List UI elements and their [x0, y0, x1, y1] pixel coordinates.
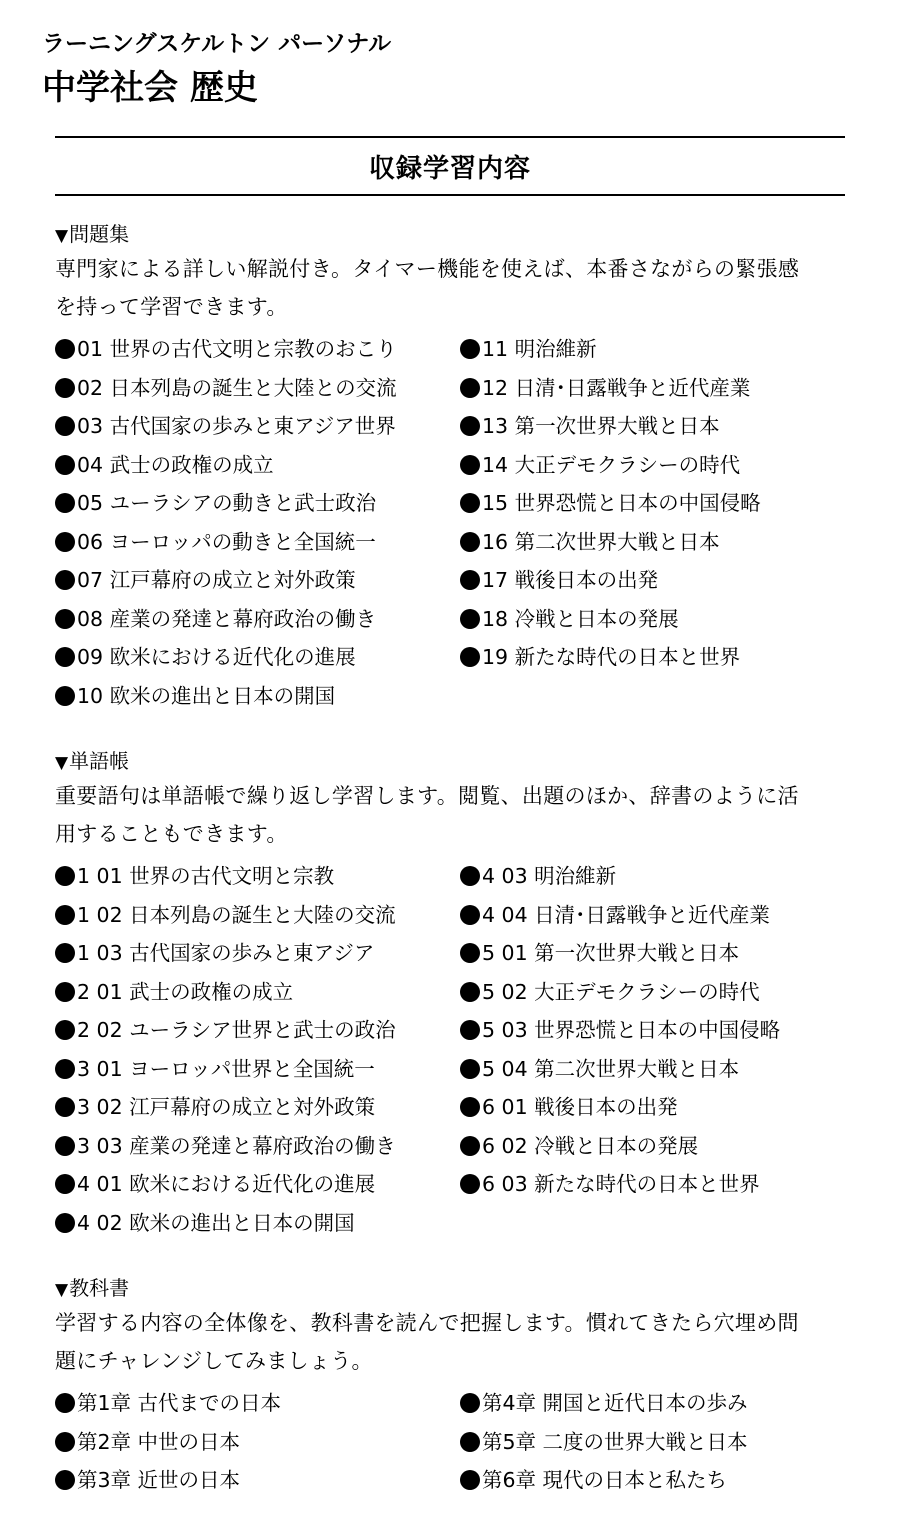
- bullet-icon: [55, 532, 75, 552]
- list-item-label: 5 04 第二次世界大戦と日本: [482, 1056, 740, 1081]
- list-item: [460, 446, 845, 485]
- series-name: ラーニングスケルトン パーソナル: [42, 31, 392, 57]
- bullet-icon: [55, 570, 75, 590]
- list-item: [55, 1461, 460, 1500]
- list-item-label: 4 01 欧米における近代化の進展: [77, 1172, 376, 1196]
- bullet-icon: [55, 378, 75, 398]
- list-item: [460, 1127, 845, 1166]
- bullet-icon: [55, 1059, 75, 1079]
- header: [42, 28, 391, 110]
- list-item-label: 19 新たな時代の日本と世界: [482, 645, 741, 669]
- triangle-down-icon: ▼: [55, 226, 69, 246]
- item-list: [55, 857, 845, 1242]
- list-item-label: 01 世界の古代文明と宗教のおこり: [77, 337, 397, 361]
- list-item-label: 17 戦後日本の出発: [482, 568, 659, 592]
- bullet-icon: [55, 1470, 75, 1490]
- section-heading-label: 単語帳: [69, 749, 130, 773]
- list-item-label: 13 第一次世界大戦と日本: [482, 414, 720, 438]
- list-item: [55, 1088, 460, 1127]
- bullet-icon: [460, 1174, 480, 1194]
- list-item: [460, 973, 845, 1012]
- book-title: 中学社会 歴史: [42, 68, 258, 108]
- contents-banner: [55, 136, 845, 196]
- list-item-label: 05 ユーラシアの動きと武士政治: [77, 491, 377, 515]
- triangle-down-icon: ▼: [55, 1280, 69, 1300]
- list-item-label: 1 01 世界の古代文明と宗教: [77, 864, 335, 888]
- bullet-icon: [55, 905, 75, 925]
- list-item: [55, 407, 460, 446]
- list-item: [55, 600, 460, 639]
- bullet-icon: [460, 943, 480, 963]
- list-item: [55, 1011, 460, 1050]
- bullet-icon: [460, 982, 480, 1002]
- list-item: [460, 369, 845, 408]
- list-item-label: 4 02 欧米の進出と日本の開国: [77, 1210, 355, 1235]
- section-vocabulary-book: [55, 745, 845, 1242]
- list-item: [55, 523, 460, 562]
- list-item-label: 07 江戸幕府の成立と対外政策: [77, 568, 356, 592]
- list-item: [55, 896, 460, 935]
- bullet-icon: [460, 570, 480, 590]
- list-item: [460, 1384, 845, 1423]
- list-item-label: 02 日本列島の誕生と大陸との交流: [77, 375, 397, 400]
- bullet-icon: [460, 378, 480, 398]
- bullet-icon: [55, 686, 75, 706]
- list-item-label: 6 03 新たな時代の日本と世界: [482, 1172, 760, 1196]
- section-heading: [55, 745, 845, 777]
- list-item: [460, 638, 845, 677]
- list-item: [55, 1050, 460, 1089]
- list-item-label: 06 ヨーロッパの動きと全国統一: [77, 529, 376, 554]
- bullet-icon: [460, 905, 480, 925]
- list-item-label: 5 01 第一次世界大戦と日本: [482, 941, 740, 965]
- list-item: [55, 934, 460, 973]
- bullet-icon: [460, 1059, 480, 1079]
- bullet-icon: [460, 609, 480, 629]
- bullet-icon: [55, 455, 75, 475]
- bullet-icon: [55, 609, 75, 629]
- list-item: [460, 330, 845, 369]
- item-list: [55, 1384, 845, 1500]
- list-item: [460, 523, 845, 562]
- list-item: [55, 1204, 460, 1243]
- list-item-label: 6 02 冷戦と日本の発展: [482, 1133, 699, 1158]
- section-heading: [55, 218, 845, 250]
- list-item: [460, 1423, 845, 1462]
- bullet-icon: [55, 493, 75, 513]
- section-textbook: [55, 1272, 845, 1500]
- list-item-label: 3 03 産業の発達と幕府政治の働き: [77, 1133, 396, 1158]
- section-description-line: を持って学習できます。: [55, 295, 288, 319]
- list-item: [55, 1384, 460, 1423]
- list-item: [460, 1050, 845, 1089]
- section-description-line: 学習する内容の全体像を、教科書を読んで把握します。慣れてきたら穴埋め問: [55, 1311, 799, 1335]
- list-item-label: 第1章 古代までの日本: [77, 1391, 282, 1415]
- section-description-line: 重要語句は単語帳で繰り返し学習します。閲覧、出題のほか、辞書のように活: [55, 784, 799, 808]
- list-item: [460, 407, 845, 446]
- list-item-label: 第4章 開国と近代日本の歩み: [482, 1391, 748, 1415]
- triangle-down-icon: ▼: [55, 753, 69, 773]
- bullet-icon: [460, 1393, 480, 1413]
- list-item-label: 14 大正デモクラシーの時代: [482, 452, 741, 477]
- list-item: [460, 1011, 845, 1050]
- list-item-label: 04 武士の政権の成立: [77, 452, 274, 477]
- bullet-icon: [460, 493, 480, 513]
- list-item-label: 09 欧米における近代化の進展: [77, 645, 356, 669]
- contents-list: [55, 218, 845, 1530]
- list-item-label: 03 古代国家の歩みと東アジア世界: [77, 414, 396, 438]
- bullet-icon: [55, 1097, 75, 1117]
- item-list: [55, 330, 845, 715]
- list-item: [460, 857, 845, 896]
- bullet-icon: [460, 455, 480, 475]
- list-item: [55, 677, 460, 716]
- list-item: [55, 638, 460, 677]
- list-item-label: 3 02 江戸幕府の成立と対外政策: [77, 1095, 376, 1119]
- section-description-line: 題にチャレンジしてみましょう。: [55, 1349, 373, 1373]
- bullet-icon: [460, 1020, 480, 1040]
- list-item-label: 5 03 世界恐慌と日本の中国侵略: [482, 1018, 781, 1042]
- bullet-icon: [460, 532, 480, 552]
- list-item: [460, 484, 845, 523]
- list-item: [55, 857, 460, 896]
- list-item: [55, 1423, 460, 1462]
- bullet-icon: [55, 1213, 75, 1233]
- bullet-icon: [460, 1136, 480, 1156]
- list-item-label: 2 01 武士の政権の成立: [77, 979, 294, 1004]
- list-item-label: 第3章 近世の日本: [77, 1468, 241, 1492]
- bullet-icon: [55, 1174, 75, 1194]
- list-item-label: 3 01 ヨーロッパ世界と全国統一: [77, 1056, 375, 1081]
- list-item: [55, 973, 460, 1012]
- list-item-label: 4 03 明治維新: [482, 864, 617, 888]
- bullet-icon: [55, 1136, 75, 1156]
- bullet-icon: [55, 647, 75, 667]
- list-item: [55, 369, 460, 408]
- list-item-label: 6 01 戦後日本の出発: [482, 1095, 678, 1119]
- bullet-icon: [55, 866, 75, 886]
- list-item: [55, 330, 460, 369]
- list-item: [55, 446, 460, 485]
- bullet-icon: [460, 416, 480, 436]
- section-description: [55, 250, 845, 326]
- list-item-label: 第6章 現代の日本と私たち: [482, 1468, 728, 1492]
- list-item: [460, 561, 845, 600]
- list-item-label: 第2章 中世の日本: [77, 1429, 241, 1454]
- list-item-label: 2 02 ユーラシア世界と武士の政治: [77, 1018, 396, 1042]
- list-item: [460, 934, 845, 973]
- list-item-label: 1 02 日本列島の誕生と大陸の交流: [77, 902, 396, 927]
- list-item-label: 12 日清･日露戦争と近代産業: [482, 375, 751, 400]
- bullet-icon: [55, 982, 75, 1002]
- bullet-icon: [460, 1097, 480, 1117]
- bullet-icon: [55, 1020, 75, 1040]
- list-item: [55, 484, 460, 523]
- section-heading-label: 問題集: [69, 222, 130, 246]
- bullet-icon: [55, 416, 75, 436]
- list-item-label: 18 冷戦と日本の発展: [482, 606, 679, 631]
- bullet-icon: [55, 943, 75, 963]
- section-problem-collection: [55, 218, 845, 715]
- section-heading-label: 教科書: [69, 1276, 130, 1300]
- section-heading: [55, 1272, 845, 1304]
- bullet-icon: [460, 647, 480, 667]
- list-item: [460, 1461, 845, 1500]
- list-item: [460, 1165, 845, 1204]
- list-item-label: 11 明治維新: [482, 337, 597, 361]
- list-item-label: 08 産業の発達と幕府政治の働き: [77, 606, 377, 631]
- section-description: [55, 1304, 845, 1380]
- list-item: [460, 1088, 845, 1127]
- list-item-label: 10 欧米の進出と日本の開国: [77, 683, 336, 708]
- list-item-label: 1 03 古代国家の歩みと東アジア: [77, 941, 375, 965]
- list-item-label: 4 04 日清･日露戦争と近代産業: [482, 902, 770, 927]
- list-item: [460, 600, 845, 639]
- list-item-label: 16 第二次世界大戦と日本: [482, 529, 720, 554]
- list-item-label: 15 世界恐慌と日本の中国侵略: [482, 491, 761, 515]
- bullet-icon: [460, 1470, 480, 1490]
- list-item: [460, 896, 845, 935]
- bullet-icon: [55, 1432, 75, 1452]
- bullet-icon: [55, 339, 75, 359]
- bullet-icon: [460, 866, 480, 886]
- contents-banner-title: 収録学習内容: [368, 153, 531, 184]
- list-item-label: 第5章 二度の世界大戦と日本: [482, 1429, 748, 1454]
- bullet-icon: [460, 1432, 480, 1452]
- list-item-label: 5 02 大正デモクラシーの時代: [482, 979, 760, 1004]
- list-item: [55, 1165, 460, 1204]
- bullet-icon: [55, 1393, 75, 1413]
- section-description-line: 専門家による詳しい解説付き。タイマー機能を使えば、本番さながらの緊張感: [55, 257, 800, 281]
- list-item: [55, 1127, 460, 1166]
- section-description: [55, 777, 845, 853]
- section-description-line: 用することもできます。: [55, 822, 288, 846]
- list-item: [55, 561, 460, 600]
- bullet-icon: [460, 339, 480, 359]
